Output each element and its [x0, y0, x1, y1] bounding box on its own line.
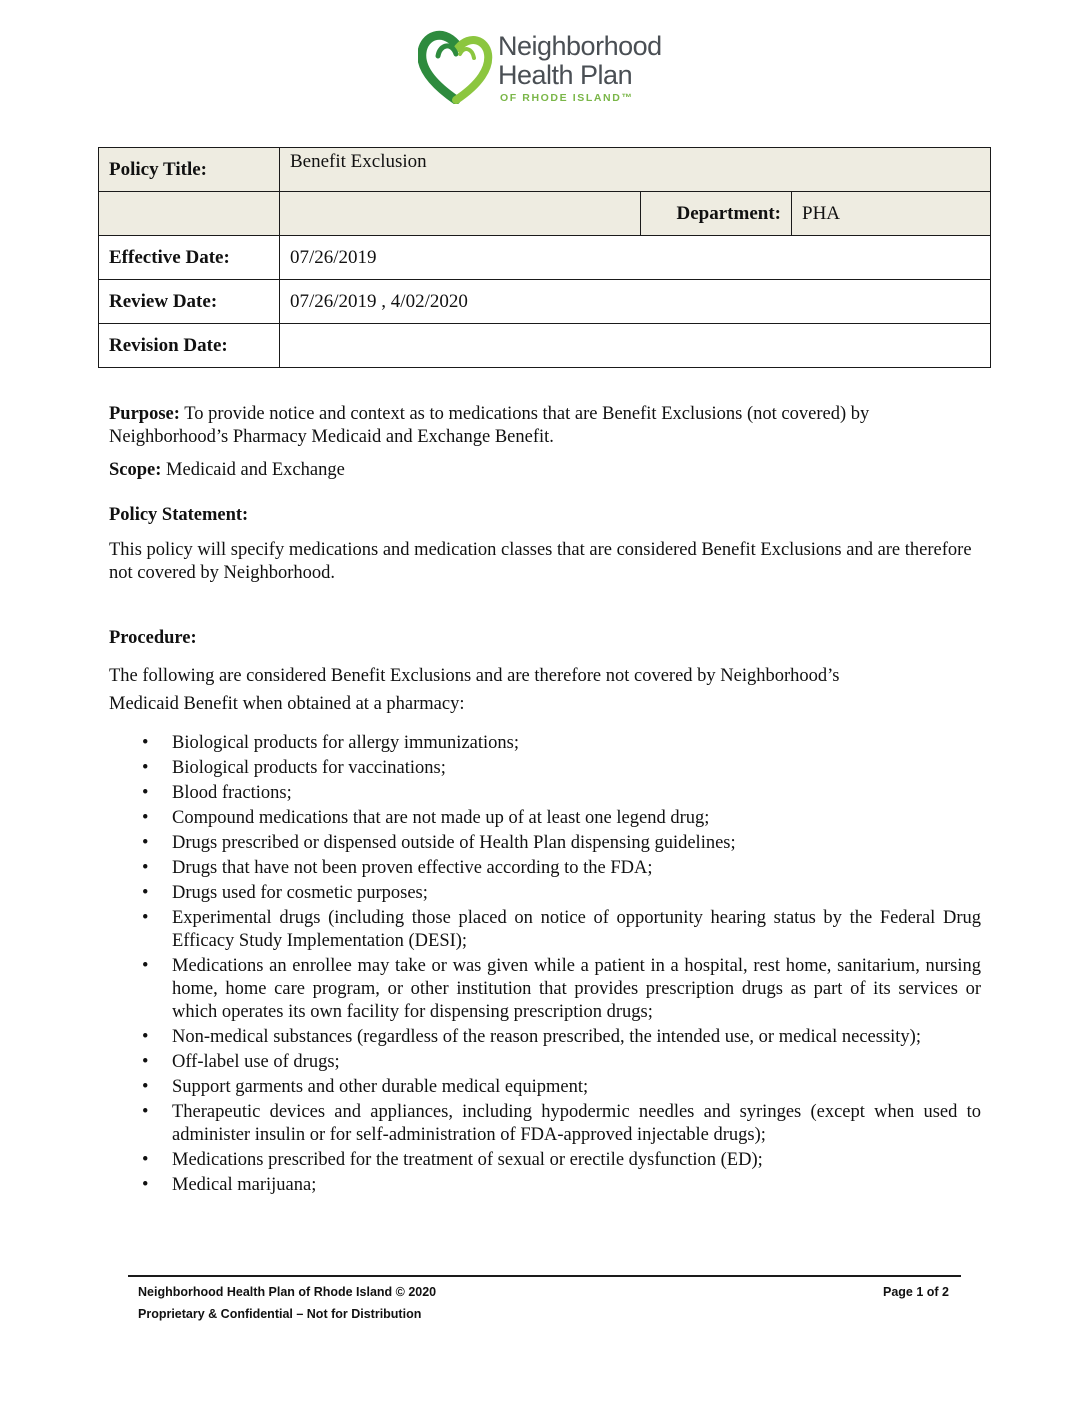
bullet-icon: •	[142, 908, 149, 928]
logo-name-line2: Health Plan	[498, 60, 633, 90]
policy-title-label: Policy Title:	[99, 148, 280, 192]
exclusion-item-text: Drugs prescribed or dispensed outside of Health Plan dispensing guidelines;	[172, 833, 736, 853]
exclusion-item-text: Experimental drugs (including those placed on notice of opportunity hearing status by the Federal Drug Efficacy Study Implementation (DESI);	[172, 908, 981, 951]
scope-paragraph	[109, 459, 981, 482]
review-date-row	[99, 280, 991, 324]
exclusion-item-text: Medications prescribed for the treatment of sexual or erectile dysfunction (ED);	[172, 1150, 763, 1170]
exclusion-list	[109, 732, 981, 1197]
effective-date-label: Effective Date:	[99, 236, 280, 280]
exclusion-item	[109, 907, 981, 953]
exclusion-item	[109, 1076, 981, 1099]
bullet-icon: •	[142, 783, 149, 803]
exclusion-item	[109, 732, 981, 755]
company-logo	[418, 26, 688, 108]
revision-date-value	[280, 324, 991, 368]
purpose-label: Purpose:	[109, 404, 180, 424]
blank-cell	[99, 192, 280, 236]
heart-logo-icon	[418, 26, 494, 104]
exclusion-item-text: Drugs that have not been proven effective according to the FDA;	[172, 858, 653, 878]
exclusion-item	[109, 882, 981, 905]
effective-date-value: 07/26/2019	[280, 236, 991, 280]
bullet-icon: •	[142, 1175, 149, 1195]
blank-cell	[280, 192, 641, 236]
exclusion-item-text: Off-label use of drugs;	[172, 1052, 340, 1072]
logo-wordmark	[498, 32, 662, 90]
policy-statement-text: This policy will specify medications and medication classes that are considered Benefit Exclusions and are therefore not covered by Neighborhood.	[109, 540, 972, 583]
footer-confidential: Proprietary & Confidential – Not for Distribution	[138, 1307, 422, 1321]
purpose-text: To provide notice and context as to medications that are Benefit Exclusions (not covered) by Neighborhood’s Pharmacy Medicaid and Exchange Benefit.	[109, 404, 870, 447]
exclusion-item-text: Blood fractions;	[172, 783, 292, 803]
procedure-heading: Procedure:	[109, 628, 197, 648]
bullet-icon: •	[142, 1077, 149, 1097]
procedure-intro-line1: The following are considered Benefit Exclusions and are therefore not covered by Neighborhood’s	[109, 666, 840, 686]
exclusion-item	[109, 955, 981, 1024]
exclusion-item-text: Medical marijuana;	[172, 1175, 317, 1195]
exclusion-item	[109, 757, 981, 780]
department-row	[99, 192, 991, 236]
exclusion-item	[109, 1101, 981, 1147]
exclusion-item	[109, 857, 981, 880]
department-value: PHA	[792, 192, 991, 236]
page-footer	[128, 1275, 961, 1321]
bullet-icon: •	[142, 956, 149, 976]
exclusion-item-text: Drugs used for cosmetic purposes;	[172, 883, 428, 903]
bullet-icon: •	[142, 808, 149, 828]
scope-label: Scope:	[109, 460, 162, 480]
policy-body	[109, 403, 981, 1199]
procedure-intro	[109, 662, 981, 718]
bullet-icon: •	[142, 858, 149, 878]
exclusion-item	[109, 782, 981, 805]
exclusion-item-text: Non-medical substances (regardless of the reason prescribed, the intended use, or medical necessity);	[172, 1027, 921, 1047]
policy-title-value: Benefit Exclusion	[280, 148, 991, 192]
exclusion-item	[109, 1026, 981, 1049]
bullet-icon: •	[142, 1052, 149, 1072]
logo-subtitle: OF RHODE ISLAND™	[500, 92, 634, 104]
policy-title-row	[99, 148, 991, 192]
purpose-paragraph	[109, 403, 981, 449]
review-date-label: Review Date:	[99, 280, 280, 324]
bullet-icon: •	[142, 733, 149, 753]
exclusion-item	[109, 1174, 981, 1197]
exclusion-item	[109, 1149, 981, 1172]
policy-info-table	[98, 147, 991, 368]
bullet-icon: •	[142, 883, 149, 903]
logo-name-line1: Neighborhood	[498, 31, 662, 61]
procedure-intro-line2: Medicaid Benefit when obtained at a pharmacy:	[109, 694, 465, 714]
exclusion-item-text: Medications an enrollee may take or was given while a patient in a hospital, rest home, sanitarium, nursing home, home care program, or other institution that provides prescription drugs as part of its services or which operates its own facility for dispensing prescription drugs;	[172, 956, 981, 1022]
review-date-value: 07/26/2019 , 4/02/2020	[280, 280, 991, 324]
scope-text: Medicaid and Exchange	[161, 460, 345, 480]
exclusion-item-text: Biological products for allergy immunizations;	[172, 733, 519, 753]
page-number: Page 1 of 2	[883, 1285, 949, 1299]
exclusion-item	[109, 832, 981, 855]
bullet-icon: •	[142, 758, 149, 778]
exclusion-item-text: Compound medications that are not made up of at least one legend drug;	[172, 808, 710, 828]
exclusion-item-text: Support garments and other durable medical equipment;	[172, 1077, 589, 1097]
exclusion-item	[109, 1051, 981, 1074]
policy-statement-heading: Policy Statement:	[109, 505, 249, 525]
revision-date-label: Revision Date:	[99, 324, 280, 368]
bullet-icon: •	[142, 1150, 149, 1170]
exclusion-item-text: Therapeutic devices and appliances, including hypodermic needles and syringes (except when used to administer insulin or for self-administration of FDA-approved injectable drugs);	[172, 1102, 981, 1145]
bullet-icon: •	[142, 1027, 149, 1047]
revision-date-row	[99, 324, 991, 368]
footer-copyright: Neighborhood Health Plan of Rhode Island © 2020	[138, 1285, 437, 1299]
exclusion-item	[109, 807, 981, 830]
bullet-icon: •	[142, 833, 149, 853]
department-label: Department:	[641, 192, 792, 236]
bullet-icon: •	[142, 1102, 149, 1122]
effective-date-row	[99, 236, 991, 280]
exclusion-item-text: Biological products for vaccinations;	[172, 758, 446, 778]
